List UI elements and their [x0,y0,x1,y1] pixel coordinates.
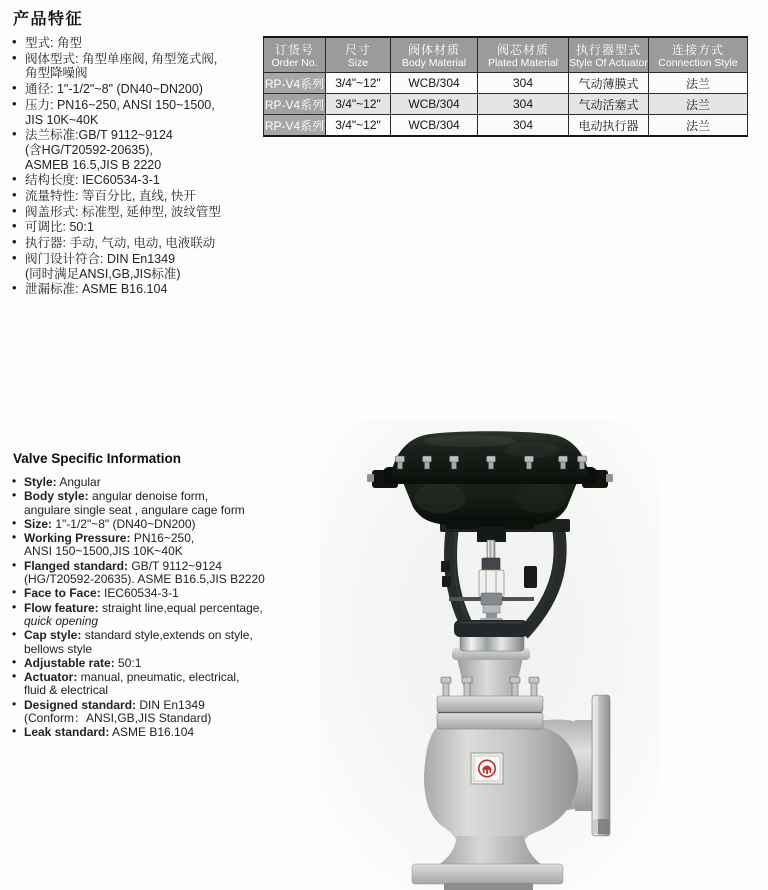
feature-item: • Flow feature: straight line,equal percentage, quick opening [12,602,317,629]
bottom-flange [412,864,563,884]
feature-item: • Cap style: standard style,extends on style, bellows style [12,629,317,656]
bottom-flange-rim [444,883,533,890]
brand-logo-badge [471,753,503,784]
col-header-plated-material: 阀芯材质 Plated Material [478,37,569,73]
feature-item: • Body style: angular denoise form, angulare single seat , angulare cage form [12,490,317,517]
feature-item: • 可调比: 50:1 [12,220,258,235]
cell-connection: 法兰 [649,115,748,137]
yoke-side-tab [524,566,537,588]
table-row [264,115,748,137]
feature-item: • Face to Face: IEC60534-3-1 [12,587,317,600]
feature-item: • Adjustable rate: 50:1 [12,657,317,670]
order-spec-table [263,36,748,137]
cell-body-material: WCB/304 [391,94,478,115]
cell-size: 3/4"~12" [326,94,391,115]
bonnet-flange-lower [437,713,543,729]
table-header-row [264,37,748,73]
table-row [264,73,748,94]
feature-item: • Leak standard: ASME B16.104 [12,726,317,739]
cell-body-material: WCB/304 [391,115,478,137]
cell-plated-material: 304 [478,73,569,94]
col-header-order-no: 订货号 Order No. [264,37,326,73]
cell-body-material: WCB/304 [391,73,478,94]
feature-item: • Designed standard: DIN En1349 (Conform：ANSI,GB,JIS Standard) [12,699,317,726]
en-feature-list [12,476,317,741]
feature-item: • Working Pressure: PN16~250, ANSI 150~1500,JIS 10K~40K [12,532,317,559]
feature-item: • 型式: 角型 [12,36,258,51]
col-header-body-material: 阀体材质 Body Material [391,37,478,73]
cell-connection: 法兰 [649,73,748,94]
cell-plated-material: 304 [478,94,569,115]
cell-connection: 法兰 [649,94,748,115]
section-title-valve-info: Valve Specific Information [13,451,182,466]
cell-order-no: RP-V4系列 [264,73,326,94]
col-header-connection-style: 连接方式 Connection Style [649,37,748,73]
cell-plated-material: 304 [478,115,569,137]
feature-item: • 法兰标准:GB/T 9112~9124 (含HG/T20592-20635), ASMEB 16.5,JIS B 2220 [12,128,258,172]
col-header-actuator-style: 执行器型式 Style Of Actuator [569,37,649,73]
feature-item: • Size: 1"-1/2"~8" (DN40~DN200) [12,518,317,531]
feature-item: • 泄漏标准: ASME B16.104 [12,282,258,297]
table-row [264,94,748,115]
feature-item: • 流量特性: 等百分比, 直线, 快开 [12,189,258,204]
feature-item: • 执行器: 手动, 气动, 电动, 电液联动 [12,236,258,251]
feature-item: • 阀体型式: 角型单座阀, 角型笼式阀, 角型降噪阀 [12,52,258,81]
feature-item: • 压力: PN16~250, ANSI 150~1500, JIS 10K~40K [12,98,258,127]
cell-order-no: RP-V4系列 [264,94,326,115]
stem-coupling [482,558,500,570]
cn-feature-list [12,36,258,298]
cell-size: 3/4"~12" [326,115,391,137]
feature-item: • 结构长度: IEC60534-3-1 [12,173,258,188]
cell-size: 3/4"~12" [326,73,391,94]
feature-item: • Style: Angular [12,476,317,489]
feature-item: • 通径: 1"-1/2"~8" (DN40~DN200) [12,82,258,97]
feature-item: • Actuator: manual, pneumatic, electrical, fluid & electrical [12,671,317,698]
col-header-size: 尺寸 Size [326,37,391,73]
feature-item: • 阀盖形式: 标准型, 延伸型, 波纹管型 [12,205,258,220]
cell-actuator-style: 气动活塞式 [569,94,649,115]
page-title: 产品特征 [13,11,84,28]
feature-item: • Flanged standard: GB/T 9112~9124 (HG/T20592-20635). ASME B16.5,JIS B2220 [12,560,317,587]
feature-item: • 阀门设计符合: DIN En1349 (同时满足ANSI,GB,JIS标准) [12,252,258,281]
cell-actuator-style: 气动薄膜式 [569,73,649,94]
cell-actuator-style: 电动执行器 [569,115,649,137]
outlet-hub [575,720,593,811]
bonnet-flange-upper [437,696,543,712]
valve-photo [320,420,660,890]
cell-order-no: RP-V4系列 [264,115,326,137]
